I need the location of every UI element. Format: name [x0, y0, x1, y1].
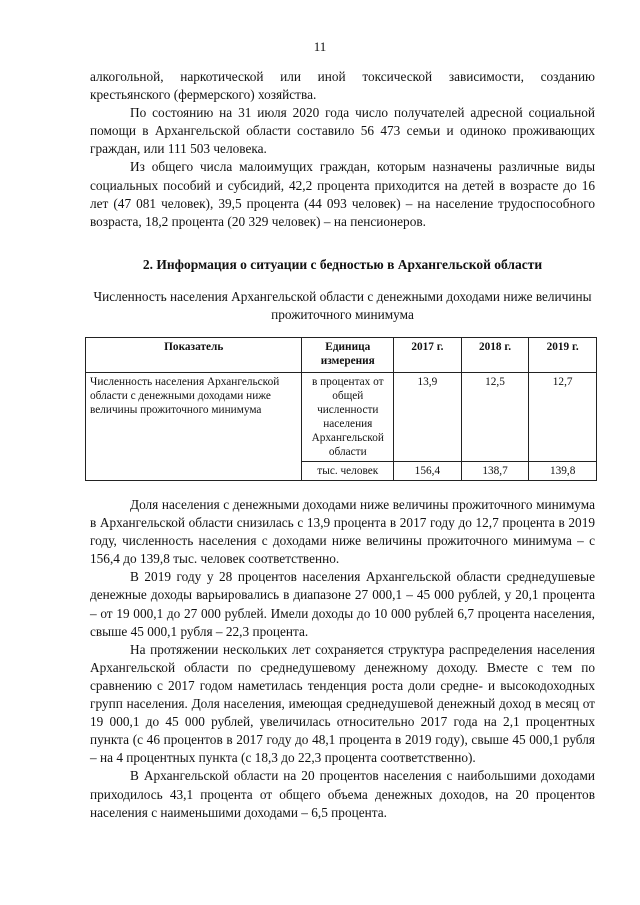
poverty-table [85, 337, 597, 481]
section-heading: 2. Информация о ситуации с бедностью в Архангельской области [142, 257, 543, 272]
header-unit: Единица измерения [302, 338, 394, 373]
value-2018: 138,7 [461, 462, 529, 481]
intro-text [90, 68, 595, 231]
value-2017: 13,9 [394, 373, 462, 462]
paragraph: Доля населения с денежными доходами ниже величины прожиточного минимума в Архангельской области снизилась с 13,9 процента в 2017 году до 12,7 процента в 2019 году, численность населения с доходами ниже величины прожиточного минимума – с 156,4 до 139,8 тыс. человек соответственно. [90, 497, 595, 567]
paragraph: В Архангельской области на 20 процентов населения с наибольшими доходами приходилось 43,1 процента от общего объема денежных доходов, на 20 процентов населения с наименьшими доходами – 6,5 процента. [90, 768, 595, 820]
page-number: 11 [313, 39, 327, 54]
header-indicator: Показатель [86, 338, 302, 373]
paragraph: Из общего числа малоимущих граждан, которым назначены различные виды социальных пособий и субсидий, 42,2 процента приходится на детей в возрасте до 16 лет (47 081 человек), 39,5 процента (44 093 человек) – на население трудоспособного возраста, 18,2 процента (20 329 человек) – на пенсионеров. [90, 159, 595, 229]
analysis-text [90, 496, 595, 822]
unit-cell: в процентах от общей численности населения Архангельской области [302, 373, 394, 462]
paragraph: На протяжении нескольких лет сохраняется структура распределения населения Архангельской области по среднедушевому денежному доходу. Вместе с тем по сравнению с 2017 годом наметилась тенденция роста доли средне- и высокодоходных групп населения. Доля населения, имеющая среднедушевой денежный доход в месяц от 19 000,1 до 45 000 рублей, увеличилась относительно 2017 года на 2,1 процентных пункта (с 46 процентов в 2017 году до 48,1 процента в 2019 году), свыше 45 000,1 рубля – на 4 процентных пункта (с 18,3 до 22,3 процента соответственно). [90, 641, 595, 766]
unit-cell: тыс. человек [302, 462, 394, 481]
paragraph: По состоянию на 31 июля 2020 года число получателей адресной социальной помощи в Архангельской области составило 56 473 семьи и одиноко проживающих граждан, или 111 503 человека. [90, 105, 595, 157]
paragraph: алкогольной, наркотической или иной токсической зависимости, созданию крестьянского (фермерского) хозяйства. [90, 69, 595, 103]
value-2017: 156,4 [394, 462, 462, 481]
header-2018: 2018 г. [461, 338, 529, 373]
value-2018: 12,5 [461, 373, 529, 462]
indicator-cell: Численность населения Архангельской области с денежными доходами ниже величины прожиточного минимума [86, 373, 302, 481]
value-2019: 139,8 [529, 462, 597, 481]
paragraph: В 2019 году у 28 процентов населения Архангельской области среднедушевые денежные доходы варьировались в диапазоне 27 000,1 – 45 000 рублей, у 20,1 процента – от 19 000,1 до 27 000 рублей. Имели доходы до 10 000 рублей 6,7 процента населения, свыше 45 000,1 рубля – 22,3 процента. [90, 569, 595, 639]
table-title: Численность населения Архангельской области с денежными доходами ниже величины прожиточного минимума [93, 289, 592, 322]
table-header-row [86, 338, 597, 373]
table-row [86, 373, 597, 462]
header-2017: 2017 г. [394, 338, 462, 373]
value-2019: 12,7 [529, 373, 597, 462]
header-2019: 2019 г. [529, 338, 597, 373]
